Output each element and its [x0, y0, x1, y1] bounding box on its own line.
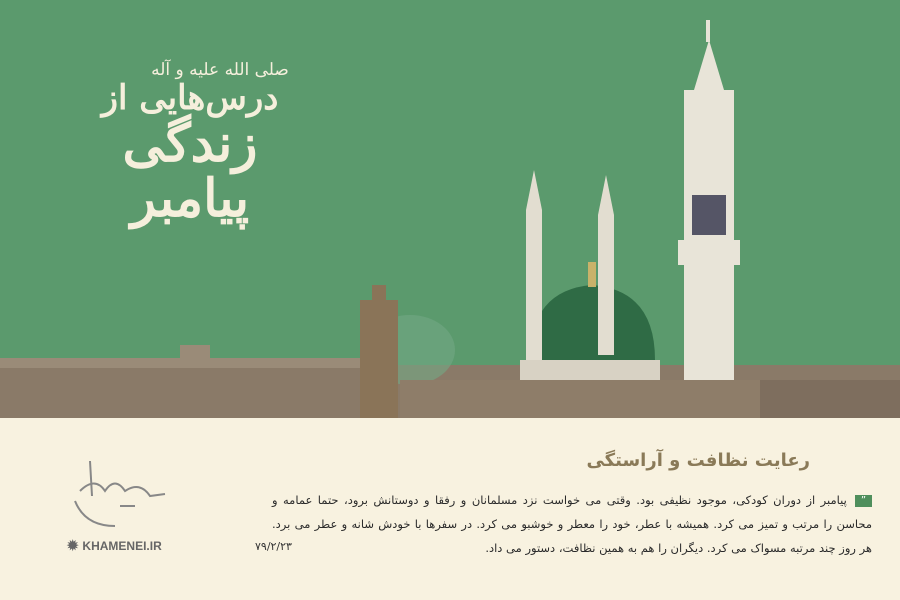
salawat-calligraphy: صلی الله علیه و آله: [151, 60, 289, 80]
signature: [60, 456, 170, 531]
quote-mark-icon: ”: [855, 495, 872, 507]
headline-line1: درس‌هایی از: [101, 78, 279, 118]
quote-panel: [0, 418, 900, 600]
minaret-left: [526, 210, 542, 360]
quote-body: [272, 488, 872, 560]
headline-line2: زندگی پیامبر: [122, 113, 258, 229]
small-minaret: [360, 300, 398, 418]
main-minaret: [684, 90, 734, 385]
section-title: رعایت نظافت و آراستگی: [586, 450, 810, 471]
quote-text: پیامبر از دوران کودکی، موجود نظیفی بود. وقتی می خواست نزد مسلمانان و رفقا و دوستانش برود، حتما عمامه و محاسن را مرتب و تمیز می کرد. همیشه با عطر، خود را معطر و خوشبو می کرد. در سفرها با خودش شانه و عطر می برد. هر روز چند مرتبه مسواک می کرد. دیگران را هم به همین نظافت، دستور می داد.: [272, 493, 872, 555]
quote-date: ۷۹/۲/۲۳: [255, 540, 292, 553]
minaret-middle: [598, 215, 614, 355]
logo-emblem-icon: ✹: [66, 536, 80, 555]
logo-text: KHAMENEI.IR: [82, 538, 162, 553]
green-dome: [530, 285, 655, 360]
poster-headline: [60, 60, 320, 227]
khamenei-logo: [66, 536, 162, 555]
